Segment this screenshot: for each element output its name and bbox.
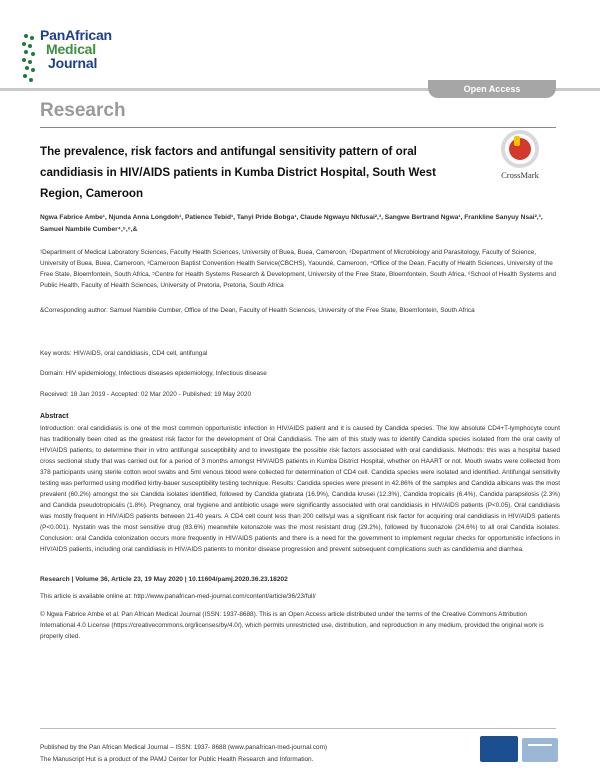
crossmark-icon [501,130,539,168]
journal-logo [22,28,142,88]
author-list: Ngwa Fabrice Ambe¹, Njunda Anna Longdoh¹, Patience Tebid¹, Tanyi Pride Bobga¹, Claude Ngwayu Nkfusai²,³, Sangwe Bertrand Ngwa¹, Frankline Sanyuy Nsai²,³, Samuel Nambile Cumber⁴,⁵,⁶,& [40,214,543,233]
corresponding-author: &Corresponding author: Samuel Nambile Cumber, Office of the Dean, Faculty of Health Sciences, University of the Free State, Bloemfontein, South Africa [40,307,475,314]
logo-line-2: Medical [46,41,96,57]
abstract-heading: Abstract [40,413,69,420]
logo-line-1: PanAfrican [40,27,112,43]
logo-line-3: Journal [48,55,98,71]
citation-line: Research | Volume 36, Article 23, 19 May 2020 | 10.11604/pamj.2020.36.23.18202 [40,576,288,583]
keywords: Key words: HIV/AIDS, oral candidiasis, CD4 cell, antifungal [40,350,208,357]
article-url[interactable]: This article is available online at: http://www.panafrican-med-journal.com/content/article/36/23/full/ [40,593,316,600]
domain-line: Domain: HIV epidemiology, Infectious diseases epidemiology, Infectious disease [40,370,267,377]
pamj-logo-icon [480,736,518,762]
license-text: © Ngwa Fabrice Ambe et al. Pan African Medical Journal (ISSN: 1937-8688). This is an Open Access article distributed under the terms of the Creative Commons Attribution International 4.0 License (https://creativecommons.org/licenses/by/4.0/), which permits unrestricted use, distribution, and reproduction in any medium, provided the original work is properly cited. [40,611,544,640]
affiliations: ¹Department of Medical Laboratory Sciences, Faculty Health Sciences, University of Buea, Buea, Cameroon, ²Department of Microbiology and Parasitology, Faculty of Science, University of Buea, Buea, Cameroon, ³Cameroon Baptist Convention Health Service(CBCHS), Yaoundé, Cameroon, ⁴Office of the Dean, Faculty of Health Sciences, University of the Free State, Bloemfontein, South Africa, ⁵Centre for Health Systems Research & Development, University of the Free State, Bloemfontein, South Africa, ⁶School of Health Systems and Public Health, Faculty of Health Sciences, University of Pretoria, Pretoria, South Africa [40,249,557,289]
footer-rule [40,728,556,729]
crossmark-label: CrossMark [501,170,539,180]
publisher-line: Published by the Pan African Medical Journal – ISSN: 1937- 8688 (www.panafrican-med-journal.com) [40,744,328,751]
manuscript-hut-line: The Manuscript Hut is a product of the PAMJ Center for Public Health Research and Information. [40,756,314,763]
section-title: Research [40,100,126,121]
crossmark-badge[interactable] [498,130,542,180]
open-access-badge: Open Access [428,80,556,98]
dates-line: Received: 18 Jan 2019 - Accepted: 02 Mar 2020 - Published: 19 May 2020 [40,391,252,398]
abstract-body: Introduction: oral candidiasis is one of the most common opportunistic infection in HIV/AIDS patient and it is caused by Candida species. The low absolute CD4+T-lymphocyte count has traditionally been cited as the greatest risk factor for the development of Oral Candidiasis. The aim of this study was to identify Candida species isolated from the oral cavity of HIV/AIDS patients, to determine their in vitro antifungal susceptibility and to investigate the possible risk factors associated with oral candidiasis. Methods: this was a hospital based cross sectional study that was carried out for a period of 3 months amongst HIV/AIDS patients in Kumba District Hospital, whether on HAART or not. Mouth swabs were collected from 378 participants using sterile cotton wool swabs and 5ml venous blood were collected for determination of CD4 cell. Candida species were isolated and identified. Antifungal sensitivity testing was performed using modified kirby-bauer susceptibility testing technique. Results: Candida species were present in 42.86% of the samples and Candida albicans was the most prevalent (60.2%) amongst the six Candida isolates identified, followed by Candida glabrata (16.9%), Candida krusei (12.3%), Candida tropicalis (6.4%), Candida parapsilosis (2.3%) and Candida pseudotropicalis (1.8%). Pregnancy, oral hygiene and antibiotic usage were significantly associated with oral candidiasis in HIV/AIDS patients (P<0.05). Oral candidiasis was mostly frequent in HIV/AIDS patients between 21-40 years. A CD4 cell count less than 200 cells/µl was a significant risk factor for acquiring oral candidiasis in HIV/AIDS patients (P<0.001). Nystatin was the most sensitive drug (83.6%) meanwhile ketonazole was the most resistant drug (29.2%), followed by fluconazole (24.6%) to all oral Candida isolates. Conclusion: oral Candida colonization occurs more frequently in HIV/AIDS patients and there is a need for the government to implement regular checks for opportunistic infections in HIV/AIDS patients, including oral candidiasis in HIV/AIDS patients to monitor disease progression and prevent subsequent complications such as candidemia and diarrhea. [40,425,560,553]
section-rule [40,127,556,128]
article-title: The prevalence, risk factors and antifungal sensitivity pattern of oral candidiasis in HIV/AIDS patients in Kumba District Hospital, South West Region, Cameroon [40,145,436,200]
manuscript-hut-logo-icon [522,738,558,762]
